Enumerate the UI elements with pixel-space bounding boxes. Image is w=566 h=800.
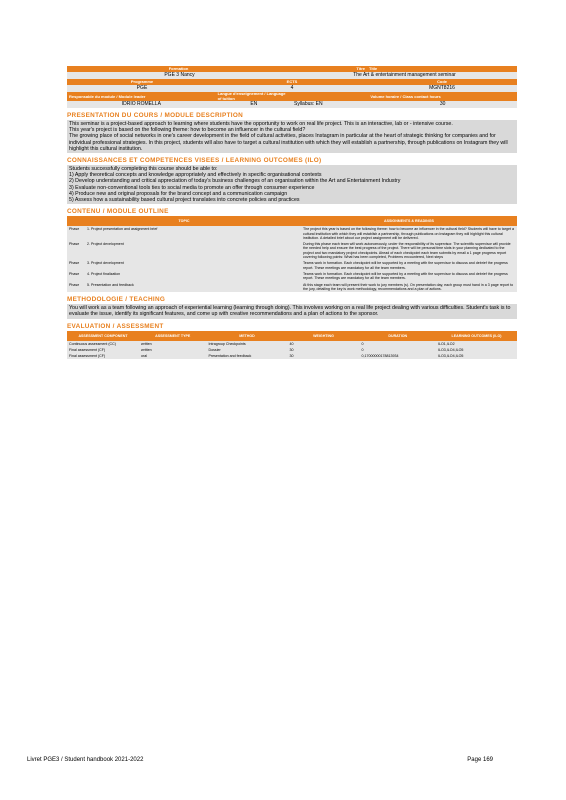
eval-cell: 30 [288,353,360,359]
eval-cell: Dossier [207,347,288,353]
eval-cell: 30 [288,347,360,353]
table-row [67,271,517,282]
label-module-leader: Responsable du module / Module leader [69,94,146,99]
evaluation-title: EVALUATION / ASSESSMENT [67,322,164,330]
label-programme: Programme [130,79,154,84]
phase-assignment: At this stage each team will present their work to jury members (s). On presentation day, each group must hand in a 3 page report to the jury, detailing the key is work methodology, recommendations and a plan of actions. [301,282,517,293]
eval-cell: 0,17000000178813934 [360,353,437,359]
table-row [67,226,517,241]
eval-cell: written [139,341,207,347]
eval-header-type: ASSESSMENT TYPE [139,331,207,341]
eval-cell: Final assessment (CF) [67,347,139,353]
label-formation: Formation [168,66,189,71]
outcome-item: 5) Assess how a sustainability based cultural project translates into concrete policies and practices [69,197,300,204]
outline-title: CONTENU / MODULE OUTLINE [67,208,169,216]
language-value: EN [250,101,258,107]
eval-cell: oral [139,353,207,359]
label-language: Langue d'enseignement / Language of tuition [217,92,286,101]
outcome-item: 1) Apply theoretical concepts and knowledge appropriately and effectively in specific organisational contexts [69,172,322,179]
header-row2-values [67,85,517,92]
eval-cell: Intragroup Checkpoints [207,341,288,347]
table-row [67,353,517,359]
label-ects: ECTS [286,79,298,84]
label-title: Title [369,66,378,71]
eval-cell: Continuous assessment (CC) [67,341,139,347]
label-titre: Titre [356,66,365,71]
eval-cell: ILO1,ILO2 [436,341,517,347]
presentation-paragraph: The growing place of social networks in one's career development in the field of cultural activities, places Instagram in particular at the heart of strategic thinking for companies and for individual professional strategies. In this project, students will also have to target a cultural institution with which they will establish a partnership, through publications on Instagram they will highlight this cultural institution. [69,133,508,152]
eval-header-weighting: WEIGHTING [288,331,360,341]
page-footer [27,757,493,763]
outcome-item: Students successfully completing this course should be able to: [69,166,218,173]
table-row [67,282,517,293]
outline-header-topic: TOPIC [67,216,301,226]
methodology-text: You will work as a team following an approach of experiential learning (learning through doing). This involves working on a real life project dealing with various difficulties. Student's task is to evaluate the issue, identify its significant features, and come up with creative recommendations and a plan of actions to the sponsor. [69,305,511,318]
page-number: Page 169 [467,757,493,763]
eval-cell: 40 [288,341,360,347]
eval-cell: 0 [360,347,437,353]
eval-cell: written [139,347,207,353]
label-hours: Volume horaire / Class contact hours [370,94,441,99]
methodology-title: METHODOLOGIE / TEACHING [67,296,166,304]
competences-title: CONNAISSANCES ET COMPETENCES VISEES / LEARNING OUTCOMES (ILO) [67,157,322,165]
eval-header-component: ASSESSMENT COMPONENT [67,331,139,341]
competences-body [67,165,517,204]
formation-value: PGE 3 Nancy [164,72,195,78]
outline-table [67,216,517,292]
outline-header-assignments: ASSIGNMENTS & READINGS [301,216,517,226]
phase-topic: 1. Project presentation and assignment brief [85,226,301,241]
phase-assignment: The project this year is based on the following theme: how to become an influencer in the cultural field? Students will have to target a cultural institution with which they will establish a partnership, through publications on Instagram they will highlight this cultural institution. A detailed brief about our project assignment will be delivered. [301,226,517,241]
footer-handbook: Livret PGE3 / Student handbook 2021-2022 [27,757,144,763]
table-row [67,241,517,260]
presentation-body [67,120,517,153]
table-row [67,260,517,271]
hours-value: 30 [439,101,446,107]
syllabus-page [67,66,517,359]
phase-label: Phase [67,260,85,271]
phase-label: Phase [67,241,85,260]
phase-label: Phase [67,282,85,293]
eval-header-duration: DURATION [360,331,437,341]
methodology-body [67,304,517,318]
phase-label: Phase [67,226,85,241]
phase-topic: 4. Project finalization [85,271,301,282]
phase-topic: 2. Project development [85,241,301,260]
presentation-title: PRESENTATION DU COURS / MODULE DESCRIPTION [67,112,244,119]
header-row1-values [67,72,517,79]
eval-cell: Presentation and feedback [207,353,288,359]
eval-cell: ILO3,ILO4,ILO5 [436,353,517,359]
outcome-item: 2) Develop understanding and critical appreciation of today's business challenges of an organisation within the Art and Entertainment Industry [69,178,401,185]
presentation-paragraph: This year's project is based on the following theme: how to become an influencer in the cultural field? [69,127,306,134]
eval-header-method: METHOD [207,331,288,341]
course-title: The Art & entertainment management seminar [353,72,456,78]
phase-label: Phase [67,271,85,282]
evaluation-table [67,331,517,360]
outcome-item: 3) Evaluate non-conventional tools ties to social media to promote an offer through consumer experience [69,184,315,191]
phase-assignment: Teams work in formation. Each checkpoint will be supported by a meeting with the supervisor to discuss and debrief the progress report. These meetings are mandatory for all the team members. [301,271,517,282]
module-leader-value: IDRIO ROMELLA [121,101,161,107]
header-row3-values [67,101,517,108]
header-row3-labels [67,92,517,101]
eval-cell: ILO3,ILO4,ILO5 [436,347,517,353]
eval-cell: Final assessment (CF) [67,353,139,359]
label-code: Code [437,79,447,84]
phase-assignment: During this phase each team will work autonomously, under the responsibility of its supervisor. The scientific supervisor will provide the needed help and ensure the best progress of the project. There will be personal time slots in your planning dedicated to the project and two mandatory project checkpoints. Ahead of each checkpoint each team submits by email a 1 page progress report covering following points: What has been completed, Problems encountered, Next steps [301,241,517,260]
eval-cell: 0 [360,341,437,347]
presentation-paragraph: This seminar is a project-based approach to learning where students have the opportunity to work on real life project. This is an interactive, lab or - intensive course. [69,121,453,127]
code-value: MGNT8216 [429,85,455,91]
phase-topic: 3. Project development [85,260,301,271]
outcome-item: 4) Produce new and original proposals for the brand concept and a communication campaign [69,190,288,197]
programme-value: PGE [136,85,148,91]
eval-header-ilo: LEARNING OUTCOMES (ILO) [436,331,517,341]
syllabus-language: Syllabus: EN [294,101,323,107]
phase-assignment: Teams work in formation. Each checkpoint will be supported by a meeting with the supervisor to discuss and debrief the progress report. These meetings are mandatory for all the team members. [301,260,517,271]
ects-value: 4 [290,85,294,91]
phase-topic: 5. Presentation and feedback [85,282,301,293]
